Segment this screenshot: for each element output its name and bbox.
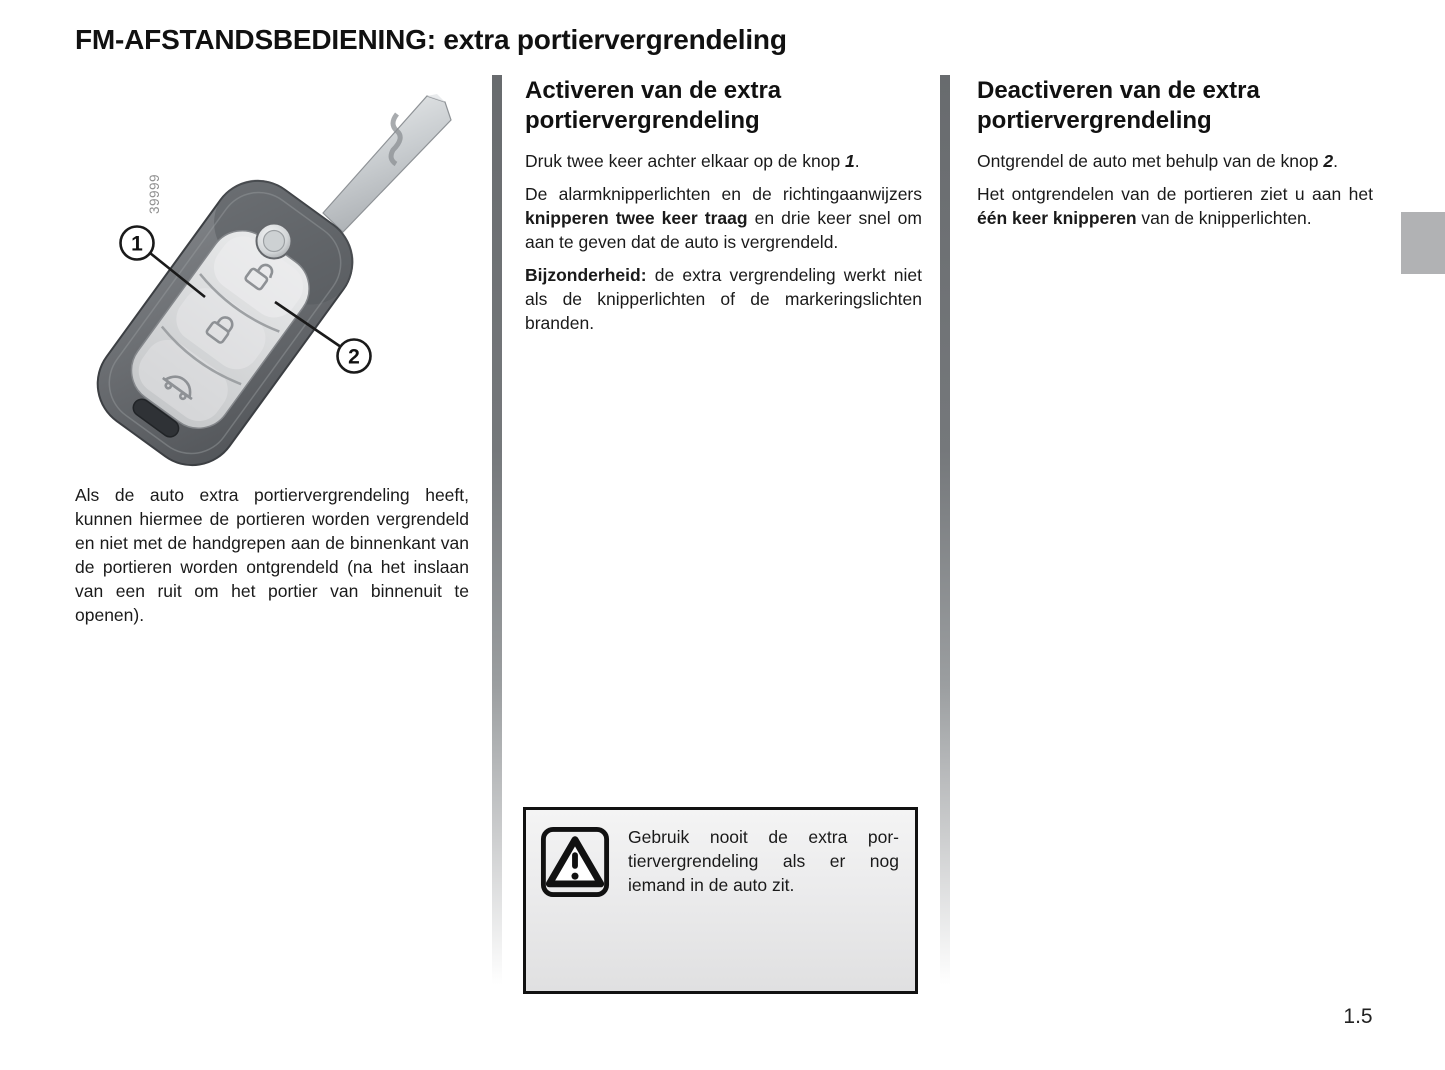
section-tab-marker [1401, 212, 1445, 274]
page-title: FM-AFSTANDSBEDIENING: extra portiervergrendeling [75, 24, 787, 55]
key-blade [323, 94, 451, 232]
section-activate-heading: Activeren van de extra portiervergrendeling [525, 77, 782, 134]
warning-text: Gebruik nooit de extra portiervergrendeling als er nog iemand in de auto zit. [628, 827, 899, 895]
warning-triangle-icon [540, 825, 610, 899]
activate-paragraph-3: Bijzonderheid: de extra vergrendeling werkt niet als de knipperlichten of de markeringslichten branden. [525, 265, 922, 333]
callout-1-label: 1 [131, 232, 143, 256]
deactivate-paragraph-2: Het ontgrendelen van de portieren ziet u aan het één keer knipperen van de knipperlichten. [977, 184, 1373, 228]
warning-box [523, 807, 918, 994]
key-fob-figure [75, 80, 475, 478]
section-deactivate [977, 76, 1373, 239]
key-fob-illustration [75, 80, 475, 478]
intro-paragraph: Als de auto extra portiervergrendeling heeft, kunnen hiermee de portieren worden vergrendeld en niet met de handgrepen aan de binnenkant van de portieren worden ontgrendeld (na het inslaan van een ruit om het portier van binnenuit te openen). [75, 485, 469, 625]
callout-2-label: 2 [348, 345, 360, 369]
deactivate-paragraph-1: Ontgrendel de auto met behulp van de knop 2. [977, 151, 1338, 171]
section-activate [525, 76, 922, 344]
pivot-release-button [257, 224, 292, 259]
column-separator-1 [492, 75, 502, 1013]
page-number: 1.5 [1343, 1005, 1373, 1028]
section-deactivate-heading: Deactiveren van de extra portiervergrendeling [977, 77, 1260, 134]
column-separator-2 [940, 75, 950, 1013]
activate-paragraph-1: Druk twee keer achter elkaar op de knop 1. [525, 151, 860, 171]
activate-paragraph-2: De alarmknipperlichten en de richtingaanwijzers knipperen twee keer traag en drie keer snel om aan te geven dat de auto is vergrendeld. [525, 184, 922, 252]
figure-number-label: 39999 [147, 173, 162, 214]
